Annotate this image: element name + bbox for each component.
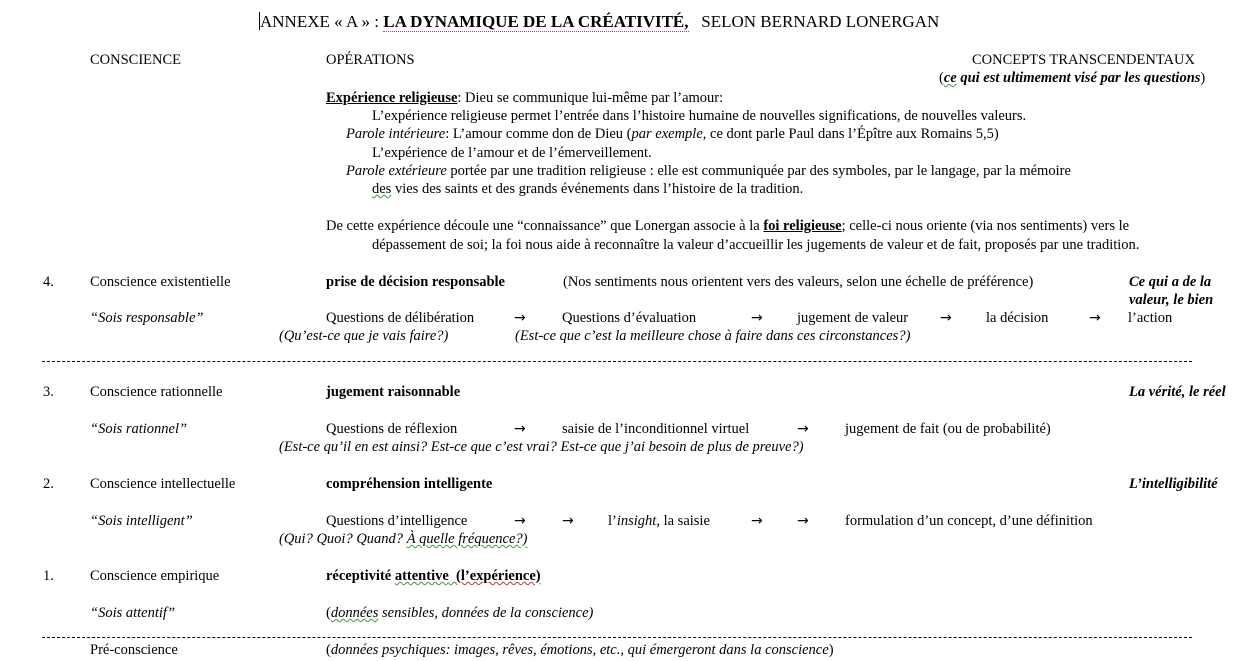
arrow-icon: → [751,310,763,326]
level4-step2: Questions d’évaluation [562,310,697,326]
divider-dashed [42,361,1192,362]
title-prefix: ANNEXE « A » : [260,12,384,31]
parole-interieure: Parole intérieure [346,126,446,142]
level3-concept: La vérité, le réel [1129,384,1226,400]
level2-question [279,531,527,548]
data-rest: sensibles, données de la conscience) [378,605,594,621]
level2-step3: formulation d’un concept, d’une définition [845,513,1093,529]
foi-post: ; celle-ci nous oriente (via nos sentiments) vers le [841,218,1130,234]
arrow-icon: → [514,513,526,529]
step2-pre: l’ [608,513,617,529]
note-rest: qui est ultimement visé par les questions [956,70,1201,86]
level3-step2: saisie de l’inconditionnel virtuel [562,421,750,437]
paren-open: ( [939,70,944,86]
religious-heading-rest: : Dieu se communique lui-même par l’amour: [457,90,724,106]
header-concepts: CONCEPTS TRANSCENDENTAUX [972,52,1195,68]
level4-number: 4. [43,274,54,290]
header-operations: OPÉRATIONS [326,52,415,68]
level4-operation-note: (Nos sentiments nous orientent vers des valeurs, selon une échelle de préférence) [563,274,1034,290]
level4-operation: prise de décision responsable [326,274,505,290]
level4-concept-line1: Ce qui a de la [1129,274,1212,290]
level2-step2 [608,513,710,530]
foi-line2: dépassement de soi; la foi nous aide à reconnaître la valeur d’accueillir les jugements de valeur et de fait, proposés par une tradition. [372,237,1140,253]
parole-exterieure: Parole extérieure [346,163,447,179]
level3-operation: jugement raisonnable [326,384,461,400]
level4-step3: jugement de valeur [797,310,909,326]
level2-name: Conscience intellectuelle [90,476,236,492]
level3-number: 3. [43,384,54,400]
parole-exterieure-line [346,163,1071,180]
arrow-icon: → [751,513,763,529]
arrow-icon: → [797,513,809,529]
level1-operation [326,568,541,585]
foi-religieuse: foi religieuse [763,218,842,234]
level3-step3: jugement de fait (ou de probabilité) [845,421,1051,437]
arrow-icon: → [1089,310,1101,326]
word-donnees: données [330,605,379,621]
title-bold: LA DYNAMIQUE DE LA CRÉATIVITÉ, [383,12,689,31]
level2-number: 2. [43,476,54,492]
level2-motto: “Sois intelligent” [90,513,193,529]
level1-data [326,605,593,622]
preconscience-note [326,642,834,659]
arrow-icon: → [514,421,526,437]
level2-operation: compréhension intelligente [326,476,493,492]
level3-question: (Est-ce qu’il en est ainsi? Est-ce que c’est vrai? Est-ce que j’ai besoin de plus de preuve?) [279,439,804,455]
document-title [259,12,939,30]
title-suffix: SELON BERNARD LONERGAN [701,12,940,31]
note-ce: ce [943,70,957,86]
level3-motto: “Sois rationnel” [90,421,188,437]
arrow-icon: → [797,421,809,437]
level2-concept: L’intelligibilité [1129,476,1218,492]
step2-post: , la saisie [656,513,710,529]
level3-step1: Questions de réflexion [326,421,458,437]
op-space [449,568,456,584]
level2-step1: Questions d’intelligence [326,513,468,529]
paren-close: ) [828,642,834,658]
level1-number: 1. [43,568,54,584]
level1-name: Conscience empirique [90,568,220,584]
level4-step5: l’action [1128,310,1173,326]
divider-dashed [42,637,1192,638]
par-exemple: par exemple [631,126,703,142]
religious-line6 [372,181,803,198]
parole-ext-rest: portée par une tradition religieuse : elle est communiquée par des symboles, par le langage, par la mémoire [446,163,1071,179]
level4-name: Conscience existentielle [90,274,231,290]
level4-step1: Questions de délibération [326,310,475,326]
religious-line2: L’expérience religieuse permet l’entrée dans l’histoire humaine de nouvelles significations, de nouvelles valeurs. [372,108,1027,124]
foi-pre: De cette expérience découle une “connaissance” que Lonergan associe à la [326,218,764,234]
religious-line4: L’expérience de l’amour et de l’émerveillement. [372,145,652,161]
level4-concept-line2: valeur, le bien [1129,292,1214,308]
arrow-icon: → [562,513,574,529]
word-des: des [372,181,392,197]
level4-question2: (Est-ce que c’est la meilleure chose à faire dans ces circonstances?) [515,328,911,344]
op-experience: (l’expérience) [456,568,541,584]
paren-open: ( [326,642,331,658]
question-pre: (Qui? Quoi? Quand? [279,531,407,547]
religious-heading: Expérience religieuse [326,90,458,106]
op-receptivite: réceptivité [326,568,395,584]
parole-interieure-line [346,126,999,143]
parole-int-rest1: : L’amour comme don de Dieu ( [445,126,632,142]
header-concepts-note [939,70,1205,87]
foi-line1 [326,218,1129,235]
level3-name: Conscience rationnelle [90,384,223,400]
paren-open: ( [326,605,331,621]
header-conscience: CONSCIENCE [90,52,182,68]
arrow-icon: → [940,310,952,326]
level1-motto: “Sois attentif” [90,605,176,621]
note-italic: données psychiques: images, rêves, émotions, etc., qui émergeront dans la conscience [330,642,829,658]
preconscience-name: Pré-conscience [90,642,178,658]
question-frequence: À quelle fréquence?) [406,531,528,547]
arrow-icon: → [514,310,526,326]
line6-rest: vies des saints et des grands événements dans l’histoire de la tradition. [391,181,804,197]
level4-step4: la décision [986,310,1049,326]
level4-question1: (Qu’est-ce que je vais faire?) [279,328,449,344]
op-attentive: attentive [394,568,449,584]
parole-int-rest2: , ce dont parle Paul dans l’Épître aux Romains 5,5) [702,126,999,142]
level4-motto: “Sois responsable” [90,310,204,326]
word-insight: insight [616,513,657,529]
religious-heading-line [326,90,723,107]
paren-close: ) [1200,70,1206,86]
